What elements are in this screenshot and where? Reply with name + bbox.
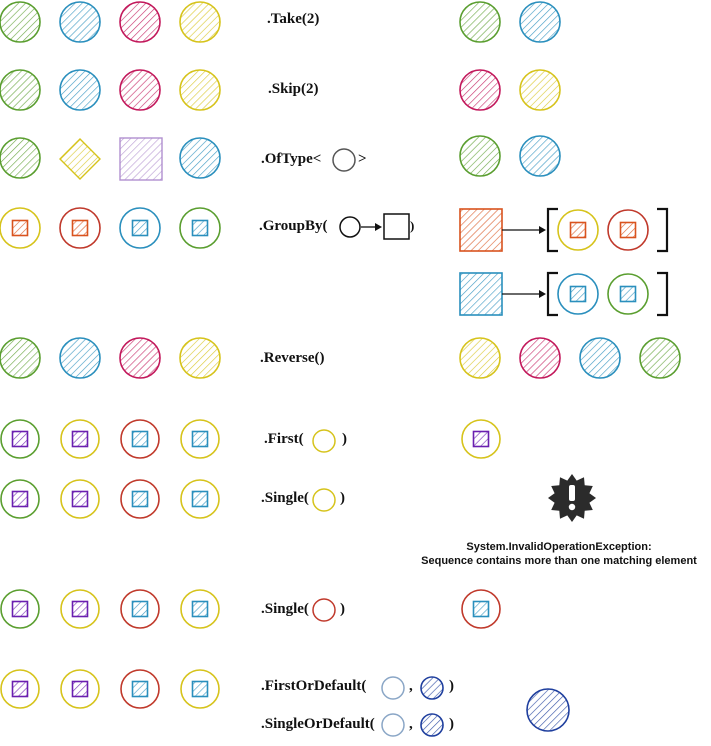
firstordefault-label: .FirstOrDefault( <box>261 678 367 694</box>
predicate-lightblue-circle-icon <box>382 677 404 699</box>
blue-ball <box>60 338 100 378</box>
group-close-bracket <box>657 273 667 315</box>
green-ball <box>0 338 40 378</box>
exclamation-mark <box>569 485 575 501</box>
purple-square-in-ring <box>474 432 489 447</box>
group-arrow-blue-head <box>539 290 546 298</box>
singleordefault-label-end: ) <box>449 716 454 732</box>
blue-square-in-ring <box>133 682 148 697</box>
exclamation-dot <box>569 504 575 510</box>
green-ball <box>0 2 40 42</box>
blue-square-in-ring <box>133 492 148 507</box>
pink-ball <box>120 2 160 42</box>
blue-ball <box>60 70 100 110</box>
single-label-2: .Single( <box>261 601 309 617</box>
group-key-blue <box>460 273 502 315</box>
groupby-label-end: ) <box>410 218 415 233</box>
blue-square-in-ring <box>621 287 636 302</box>
take-label: .Take(2) <box>267 11 320 27</box>
key-selector-circle-icon <box>340 217 360 237</box>
single-label: .Single( <box>261 490 309 506</box>
exception-detail: Sequence contains more than one matching element <box>421 554 697 567</box>
purple-square-in-ring <box>73 682 88 697</box>
purple-square-in-ring <box>13 682 28 697</box>
orange-square-in-ring <box>571 223 586 238</box>
orange-square-in-ring <box>13 221 28 236</box>
oftype-label-end: > <box>358 151 367 167</box>
purple-square-in-ring <box>13 602 28 617</box>
skip-label: .Skip(2) <box>268 81 319 97</box>
blue-ball <box>520 136 560 176</box>
type-circle-icon <box>333 149 355 171</box>
blue-square-in-ring <box>193 492 208 507</box>
blue-square-in-ring <box>193 432 208 447</box>
yellow-ball <box>460 338 500 378</box>
purple-square-in-ring <box>73 602 88 617</box>
blue-square-in-ring <box>193 602 208 617</box>
blue-square-in-ring <box>133 432 148 447</box>
singleordefault-comma: , <box>409 716 413 732</box>
first-label: .First( <box>264 431 304 447</box>
purple-square-in-ring <box>73 492 88 507</box>
oftype-label: .OfType< <box>261 151 322 167</box>
group-open-bracket <box>548 209 558 251</box>
blue-square-in-ring <box>193 221 208 236</box>
blue-square-in-ring <box>133 602 148 617</box>
yellow-ball <box>180 70 220 110</box>
yellow-ball <box>180 338 220 378</box>
default-navy-ball <box>527 689 569 731</box>
first-label-end: ) <box>342 431 347 447</box>
predicate-yellow-circle-icon <box>313 430 335 452</box>
exception-message <box>407 541 711 569</box>
groupby-label: .GroupBy( <box>259 218 328 234</box>
green-ball <box>640 338 680 378</box>
predicate-navy-ball-icon <box>421 677 443 699</box>
green-ball <box>0 138 40 178</box>
blue-square-in-ring <box>474 602 489 617</box>
purple-square-in-ring <box>13 432 28 447</box>
firstordefault-comma: , <box>409 678 413 694</box>
group-open-bracket <box>548 273 558 315</box>
single-label-2-end: ) <box>340 601 345 617</box>
blue-square-in-ring <box>571 287 586 302</box>
pink-ball <box>460 70 500 110</box>
predicate-yellow-circle-icon <box>313 489 335 511</box>
orange-square-in-ring <box>621 223 636 238</box>
green-ball <box>460 2 500 42</box>
single-label-end: ) <box>340 490 345 506</box>
orange-square-in-ring <box>73 221 88 236</box>
group-arrow-orange-head <box>539 226 546 234</box>
predicate-lightblue-circle-icon <box>382 714 404 736</box>
blue-square-in-ring <box>193 682 208 697</box>
blue-square-in-ring <box>133 221 148 236</box>
singleordefault-label: .SingleOrDefault( <box>261 716 375 732</box>
yellow-ball <box>180 2 220 42</box>
pink-ball <box>120 70 160 110</box>
predicate-navy-ball-icon <box>421 714 443 736</box>
purple-square <box>120 138 162 180</box>
group-key-orange <box>460 209 502 251</box>
purple-square-in-ring <box>13 492 28 507</box>
green-ball <box>460 136 500 176</box>
firstordefault-label-end: ) <box>449 678 454 694</box>
pink-ball <box>520 338 560 378</box>
blue-ball <box>180 138 220 178</box>
predicate-red-circle-icon <box>313 599 335 621</box>
blue-ball <box>580 338 620 378</box>
yellow-ball <box>520 70 560 110</box>
group-close-bracket <box>657 209 667 251</box>
pink-ball <box>120 338 160 378</box>
key-selector-square-icon <box>384 214 409 239</box>
key-selector-arrow-head <box>375 223 382 231</box>
exception-type: System.InvalidOperationException: <box>466 541 652 553</box>
reverse-label: .Reverse() <box>260 350 325 366</box>
purple-square-in-ring <box>73 432 88 447</box>
green-ball <box>0 70 40 110</box>
blue-ball <box>520 2 560 42</box>
yellow-diamond <box>60 139 100 179</box>
blue-ball <box>60 2 100 42</box>
